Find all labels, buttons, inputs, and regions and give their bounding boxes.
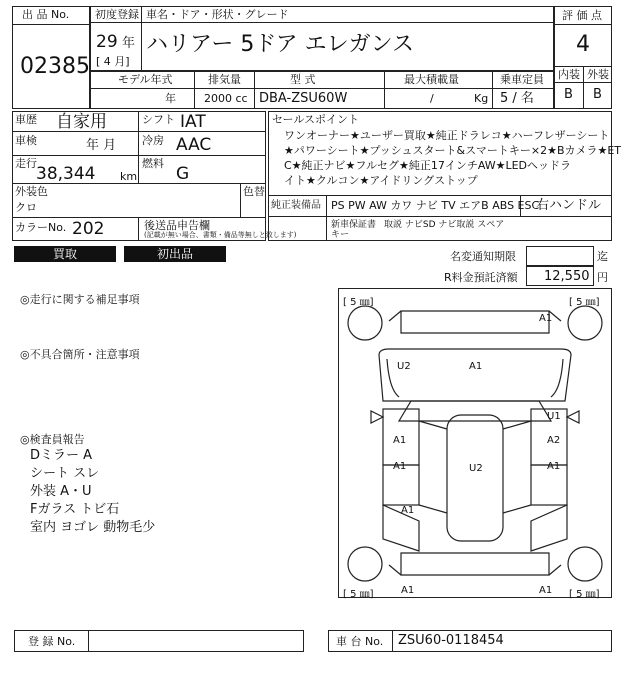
name-label: 車名・ドア・形状・グレード [146, 8, 289, 21]
recycle-value: 12,550 [544, 269, 590, 284]
buyout-badge: 買取 [14, 246, 116, 262]
color-no-value: 202 [72, 219, 105, 239]
reg-month: [ 4 月] [96, 55, 130, 68]
damage-mark: A1 [469, 361, 483, 372]
recycle-unit: 円 [597, 271, 608, 284]
warranty-label: 新車保証書 [331, 220, 377, 230]
exterior-grade: B [593, 87, 602, 102]
driving-notes-heading: ◎走行に関する補足事項 [20, 293, 140, 306]
damage-mark: A1 [547, 461, 561, 472]
damage-mark: A1 [401, 505, 415, 516]
max-load-label: 最大積載量 [404, 73, 459, 86]
damage-mark: U2 [397, 361, 411, 372]
report-line: Fガラス トビ石 [30, 502, 120, 517]
damage-mark: A1 [539, 585, 553, 596]
displacement-value: 2000 cc [204, 92, 248, 105]
tire-depth-rear-left: [ 5 ㎜] [343, 589, 374, 600]
sales-line: ワンオーナー★ユーザー買取★純正ドラレコ★ハーフレザーシート [284, 129, 610, 142]
score-label: 評 価 点 [562, 9, 602, 22]
tire-depth-rear-right: [ 5 ㎜] [569, 589, 600, 600]
inspection-label: 車検 [15, 134, 37, 147]
first-listing-badge: 初出品 [124, 246, 226, 262]
damage-mark: A1 [393, 461, 407, 472]
ac-label: 冷房 [142, 134, 164, 147]
car-outline [339, 289, 611, 597]
damage-mark: U1 [547, 411, 561, 422]
report-line: 室内 ヨゴレ 動物毛少 [30, 520, 156, 535]
displacement-label: 排気量 [208, 73, 241, 86]
type-value: DBA-ZSU60W [259, 91, 348, 106]
shift-value: IAT [180, 112, 206, 132]
equipment-value: PS PW AW カワ ナビ TV エアB ABS ESC [331, 199, 540, 212]
first-reg-label: 初度登録 [95, 8, 139, 21]
damage-mark: A1 [401, 585, 415, 596]
history-label: 車歴 [15, 113, 37, 126]
sales-line: イト★クルコン★アイドリングストップ [284, 174, 478, 187]
notify-box [526, 246, 594, 266]
warranty-value: 取説 ナビSD ナビ取説 スペア [384, 220, 505, 230]
fuel-value: G [176, 164, 190, 184]
notify-label: 名変通知期限 [450, 250, 516, 263]
tire-depth-front-right: [ 5 ㎜] [569, 297, 600, 308]
damage-mark: A1 [539, 313, 553, 324]
report-line: Dミラー A [30, 448, 93, 463]
car-name: ハリアー 5ドア エレガンス [146, 32, 415, 57]
type-label: 型 式 [290, 73, 316, 86]
lot-label: 出 品 No. [22, 8, 70, 21]
damage-mark: A1 [393, 435, 407, 446]
notify-unit: 迄 [597, 250, 608, 263]
recycle-label: R料金預託済額 [444, 271, 518, 284]
history-value: 自家用 [56, 112, 107, 132]
color-change-label: 色替 [243, 185, 265, 198]
drive-value: 右ハンドル [536, 198, 602, 213]
aftermarket-label: 後送品申告欄 [144, 219, 210, 232]
capacity-value: 5 / 名 [500, 91, 534, 106]
fuel-label: 燃料 [142, 157, 164, 170]
mileage-value: 38,344 [36, 164, 96, 184]
interior-label: 内装 [558, 68, 580, 81]
max-load-value: / [430, 92, 434, 105]
color-no-label: カラーNo. [15, 221, 67, 234]
car-diagram [338, 288, 612, 598]
inspector-heading: ◎検査員報告 [20, 433, 85, 446]
reg-year: 29 [96, 32, 118, 52]
shift-label: シフト [142, 113, 175, 126]
ext-color-label: 外装色 [15, 185, 48, 198]
max-load-unit: Kg [474, 92, 489, 105]
equipment-label: 純正装備品 [271, 200, 321, 211]
defect-notes-heading: ◎不具合箇所・注意事項 [20, 348, 140, 361]
warranty-value-2: キー [331, 230, 350, 240]
exterior-label: 外装 [587, 68, 609, 81]
inspection-value: 年 月 [86, 138, 117, 153]
mileage-unit: km [120, 170, 138, 183]
damage-mark: A2 [547, 435, 561, 446]
sales-line: C★純正ナビ★フルセグ★純正17インチAW★LEDヘッドラ [284, 159, 572, 172]
damage-mark: U2 [469, 463, 483, 474]
capacity-label: 乗車定員 [500, 73, 544, 86]
model-year-unit: 年 [165, 92, 176, 105]
lot-number: 02385 [20, 54, 90, 79]
sales-label: セールスポイント [272, 113, 360, 126]
reg-no-label: 登 録 No. [28, 635, 76, 648]
report-line: 外装 A・U [30, 484, 92, 499]
model-year-label: モデル年式 [118, 73, 173, 86]
sales-line: ★パワーシート★プッシュスタート&スマートキー×2★Bカメラ★ET [284, 144, 622, 157]
ac-value: AAC [176, 135, 212, 155]
aftermarket-note: (記載が無い場合、書類・備品等無しと致します) [144, 231, 297, 239]
ext-color-value: クロ [15, 201, 37, 214]
interior-grade: B [564, 87, 573, 102]
chassis-value: ZSU60-0118454 [398, 633, 504, 648]
score-value: 4 [576, 32, 590, 57]
tire-depth-front-left: [ 5 ㎜] [343, 297, 374, 308]
report-line: シート スレ [30, 466, 100, 481]
chassis-label: 車 台 No. [336, 635, 384, 648]
mileage-label: 走行 [15, 157, 37, 170]
reg-year-unit: 年 [122, 36, 136, 51]
